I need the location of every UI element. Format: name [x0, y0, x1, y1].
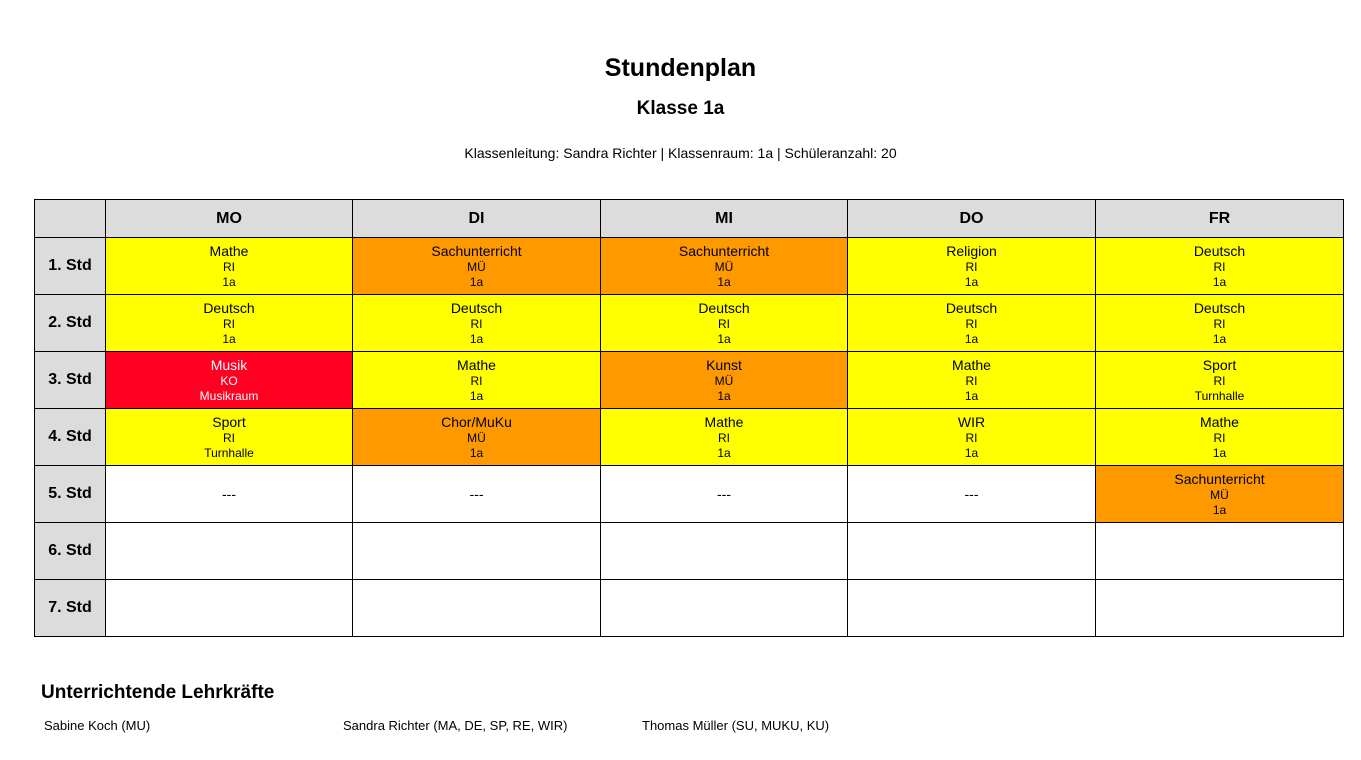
lesson-teacher: RI — [1213, 259, 1226, 274]
empty-cell — [353, 523, 601, 580]
lesson-cell — [1096, 238, 1344, 295]
period-row — [35, 466, 1344, 523]
period-label: 7. Std — [35, 580, 106, 637]
lesson-teacher: RI — [470, 316, 483, 331]
lesson-subject: Mathe — [952, 356, 991, 373]
lesson-teacher: RI — [718, 430, 730, 445]
lesson-cell — [1096, 295, 1344, 352]
empty-cell — [1096, 580, 1344, 637]
free-period-marker: --- — [717, 485, 731, 502]
lesson-subject: Deutsch — [1193, 299, 1246, 316]
lesson-subject: Sachunterricht — [431, 242, 522, 259]
day-header: FR — [1096, 200, 1344, 238]
period-row — [35, 523, 1344, 580]
lesson-cell — [106, 295, 353, 352]
free-period-marker: --- — [964, 485, 979, 502]
lesson-subject: Deutsch — [698, 299, 750, 316]
lesson-cell — [848, 352, 1096, 409]
period-label: 3. Std — [35, 352, 106, 409]
period-row — [35, 295, 1344, 352]
lesson-subject: Chor/MuKu — [441, 413, 512, 430]
lesson-cell — [1096, 409, 1344, 466]
day-header: DO — [848, 200, 1096, 238]
period-row — [35, 580, 1344, 637]
empty-cell — [106, 523, 353, 580]
lesson-subject: Religion — [946, 242, 997, 259]
lesson-cell — [1096, 466, 1344, 523]
lesson-subject: Deutsch — [945, 299, 998, 316]
lesson-cell — [848, 295, 1096, 352]
lesson-room: 1a — [964, 388, 979, 403]
lesson-subject: Deutsch — [1193, 242, 1246, 259]
lesson-room: 1a — [222, 274, 236, 289]
corner-cell — [35, 200, 106, 238]
empty-cell — [106, 580, 353, 637]
lesson-teacher: RI — [223, 316, 235, 331]
page-title: Stundenplan — [604, 54, 757, 82]
info-classroom: Klassenraum: 1a — [668, 145, 774, 161]
day-header: MO — [106, 200, 353, 238]
lesson-subject: Mathe — [1200, 413, 1239, 430]
lesson-teacher: RI — [1213, 316, 1226, 331]
lesson-room: 1a — [717, 445, 731, 460]
lesson-subject: Musik — [210, 356, 248, 373]
timetable-body — [35, 238, 1344, 637]
lesson-room: 1a — [717, 331, 731, 346]
lesson-cell — [353, 238, 601, 295]
period-row — [35, 352, 1344, 409]
empty-cell — [848, 580, 1096, 637]
info-class-lead: Klassenleitung: Sandra Richter — [464, 145, 657, 161]
lesson-teacher: RI — [965, 259, 978, 274]
lesson-subject: Deutsch — [450, 299, 503, 316]
lesson-subject: Deutsch — [203, 299, 255, 316]
lesson-room: Turnhalle — [204, 445, 254, 460]
period-label: 5. Std — [35, 466, 106, 523]
lesson-room: 1a — [964, 274, 979, 289]
empty-cell — [601, 523, 848, 580]
free-period-cell — [106, 466, 353, 523]
lesson-cell — [353, 409, 601, 466]
lesson-subject: Mathe — [704, 413, 744, 430]
lesson-teacher: RI — [965, 430, 978, 445]
lesson-cell — [106, 352, 353, 409]
lesson-cell — [601, 238, 848, 295]
empty-cell — [1096, 523, 1344, 580]
day-header: MI — [601, 200, 848, 238]
lesson-teacher: RI — [223, 259, 235, 274]
lesson-cell — [106, 409, 353, 466]
empty-cell — [353, 580, 601, 637]
teachers-heading: Unterrichtende Lehrkräfte — [41, 682, 275, 703]
info-separator: | — [773, 145, 785, 161]
free-period-cell — [353, 466, 601, 523]
free-period-cell — [601, 466, 848, 523]
lesson-teacher: MÜ — [714, 373, 734, 388]
info-separator: | — [656, 145, 669, 161]
period-label: 2. Std — [35, 295, 106, 352]
lesson-teacher: RI — [1213, 373, 1226, 388]
free-period-marker: --- — [469, 485, 484, 502]
timetable — [34, 199, 1344, 637]
period-row — [35, 409, 1344, 466]
lesson-cell — [353, 352, 601, 409]
lesson-cell — [601, 352, 848, 409]
lesson-room: 1a — [717, 388, 731, 403]
timetable-header-row — [35, 200, 1344, 238]
lesson-teacher: RI — [1213, 430, 1226, 445]
lesson-cell — [848, 238, 1096, 295]
period-row — [35, 238, 1344, 295]
lesson-subject: WIR — [957, 413, 986, 430]
lesson-room: Turnhalle — [1194, 388, 1245, 403]
lesson-teacher: MÜ — [714, 259, 734, 274]
lesson-room: 1a — [469, 445, 484, 460]
lesson-cell — [848, 409, 1096, 466]
lesson-room: 1a — [1212, 445, 1227, 460]
lesson-cell — [106, 238, 353, 295]
lesson-teacher: RI — [470, 373, 483, 388]
period-label: 1. Std — [35, 238, 106, 295]
lesson-teacher: RI — [965, 373, 978, 388]
period-label: 4. Std — [35, 409, 106, 466]
lesson-teacher: MÜ — [467, 259, 486, 274]
day-header: DI — [353, 200, 601, 238]
lesson-cell — [601, 409, 848, 466]
empty-cell — [601, 580, 848, 637]
lesson-cell — [353, 295, 601, 352]
lesson-cell — [601, 295, 848, 352]
lesson-room: 1a — [469, 274, 484, 289]
lesson-subject: Sport — [212, 413, 246, 430]
lesson-room: 1a — [1212, 331, 1227, 346]
class-info — [0, 145, 1361, 161]
empty-cell — [848, 523, 1096, 580]
lesson-teacher: RI — [223, 430, 235, 445]
teacher-entry: Sandra Richter (MA, DE, SP, RE, WIR) — [343, 718, 568, 733]
teacher-entry: Thomas Müller (SU, MUKU, KU) — [642, 718, 830, 733]
lesson-room: 1a — [469, 388, 484, 403]
lesson-room: 1a — [469, 331, 484, 346]
lesson-subject: Mathe — [209, 242, 249, 259]
lesson-cell — [1096, 352, 1344, 409]
free-period-marker: --- — [222, 485, 236, 502]
lesson-room: 1a — [964, 445, 979, 460]
lesson-room: 1a — [1212, 274, 1227, 289]
class-subtitle: Klasse 1a — [636, 98, 725, 119]
teacher-entry: Sabine Koch (MU) — [44, 718, 151, 733]
lesson-subject: Sport — [1202, 356, 1237, 373]
lesson-subject: Kunst — [706, 356, 742, 373]
lesson-teacher: MÜ — [1210, 487, 1229, 502]
lesson-subject: Sachunterricht — [678, 242, 770, 259]
period-label: 6. Std — [35, 523, 106, 580]
lesson-room: 1a — [1212, 502, 1227, 517]
free-period-cell — [848, 466, 1096, 523]
lesson-teacher: RI — [718, 316, 730, 331]
lesson-room: 1a — [222, 331, 236, 346]
lesson-subject: Sachunterricht — [1174, 470, 1265, 487]
lesson-subject: Mathe — [457, 356, 496, 373]
lesson-teacher: MÜ — [467, 430, 486, 445]
lesson-room: 1a — [964, 331, 979, 346]
lesson-room: Musikraum — [199, 388, 259, 403]
info-student-count: Schüleranzahl: 20 — [784, 145, 897, 161]
lesson-teacher: KO — [220, 373, 238, 388]
lesson-room: 1a — [717, 274, 731, 289]
lesson-teacher: RI — [965, 316, 978, 331]
